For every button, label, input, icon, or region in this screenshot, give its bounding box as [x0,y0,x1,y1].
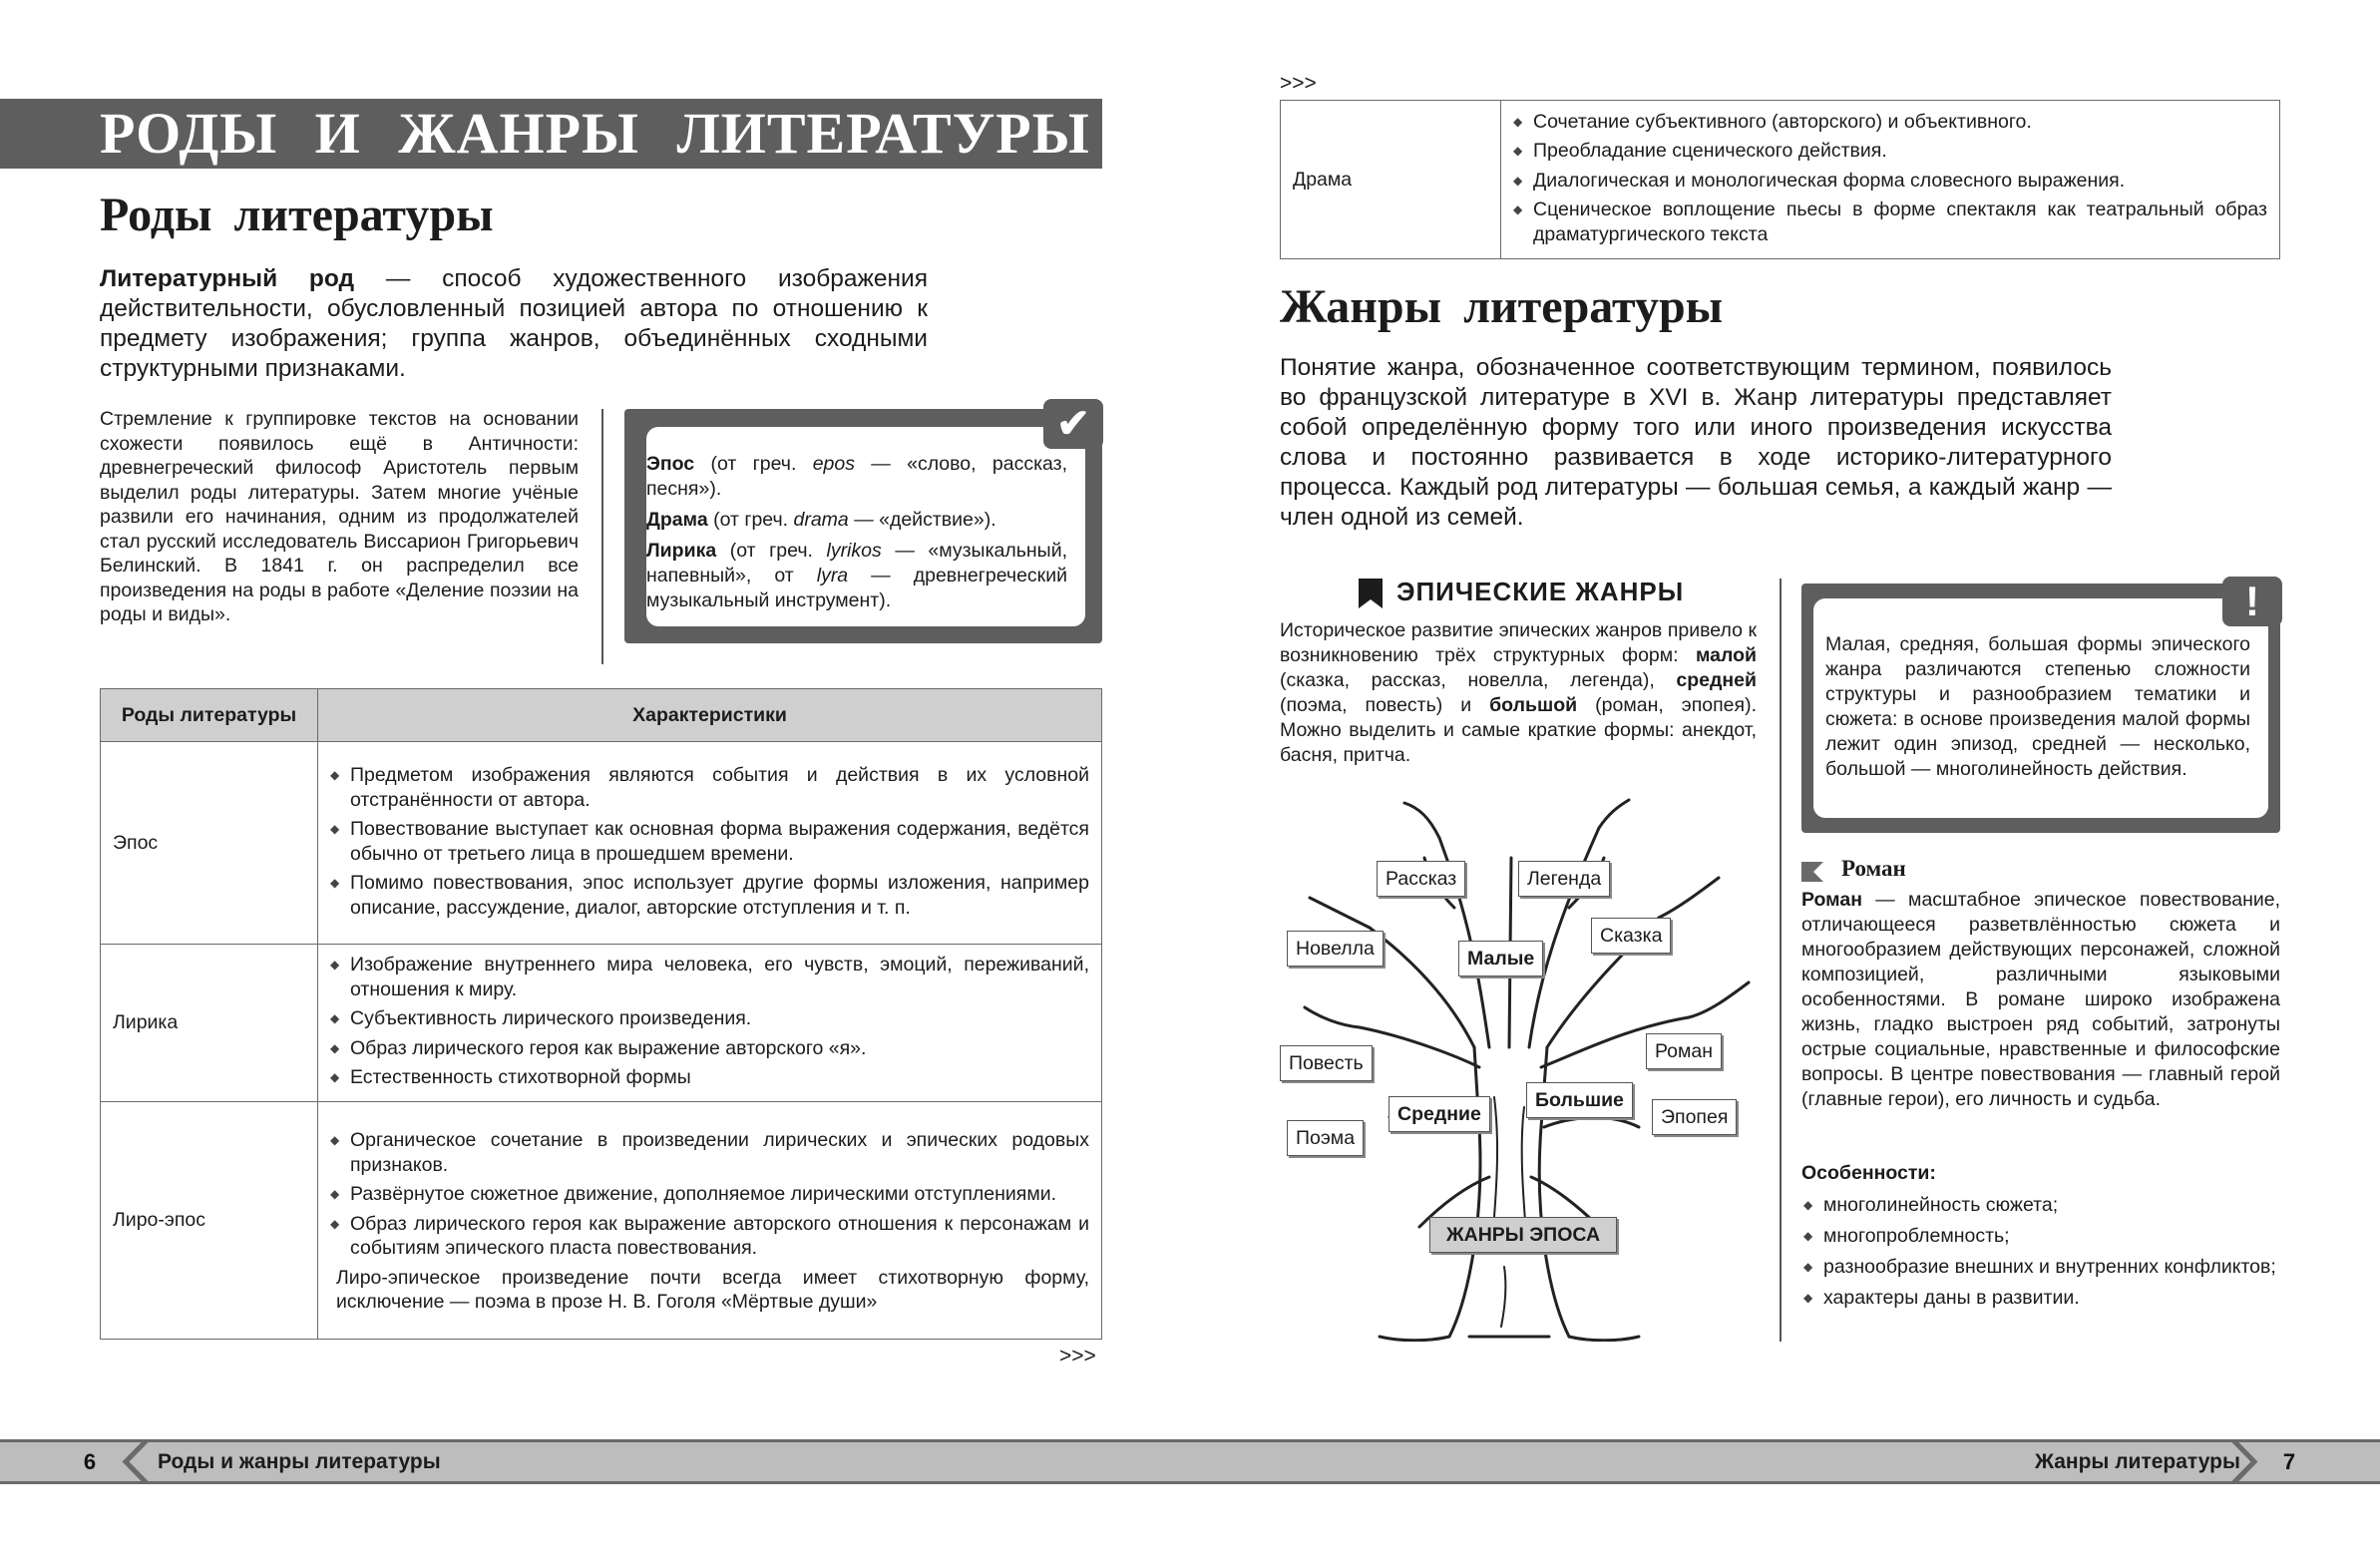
list-item: ◆ разнообразие внешних и внутренних конфликтов; [1801,1255,2280,1280]
tree-label-malye: Малые [1458,941,1543,976]
alert-callout-body: Малая, средняя, большая формы эпического жанра различаются степенью сложности структуры и разнообразием тематики и сюжета: в основе произведения малой формы лежит один эпизод, средней — несколько, большой — многолинейность действия. [1813,598,2268,818]
row-label: Лирика [101,945,318,1102]
list-item: ◆ характеры даны в развитии. [1801,1286,2280,1311]
section-heading-zhanry: Жанры литературы [1280,280,1724,333]
definition-text: — способ художественного изображения действительности, обусловленный позицией автора по отношению к предмету изображения; группа жанров, объединённых сходными структурными признаками. [100,265,928,382]
tree-label-skazka: Сказка [1591,918,1671,954]
chevron-left-icon [118,1439,150,1484]
intro-paragraph: Понятие жанра, обозначенное соответствующим термином, появилось во французской литературе в XVI в. Жанр литературы представляет собой определённую форму того или иного произведения искусства слова и постоянно развивается в ходе историко-литературного процесса. Каждый род литературы — большая семья, а каждый жанр — член одной из семей. [1280,354,2112,531]
section-heading-rody: Роды литературы [100,189,494,241]
row-label: Эпос [101,742,318,945]
tree-base-label: ЖАНРЫ ЭПОСА [1429,1217,1617,1253]
callout-epos: Эпос (от греч. epos — «слово, рассказ, песня»). [646,453,1068,500]
tree-label-poema: Поэма [1287,1120,1364,1156]
chevron-right-icon [2230,1439,2262,1484]
continue-mark: >>> [1059,1345,1096,1367]
table-row-liroepos [101,1102,1102,1340]
page-number-right: 7 [2282,1449,2296,1474]
list-item: ◆ Субъективность лирического произведения. [326,1006,1089,1031]
list-item: ◆ Органическое сочетание в произведении лирических и эпических родовых признаков. [326,1128,1089,1177]
tree-label-bolshie: Большие [1526,1082,1633,1118]
list-item: ◆ Развёрнутое сюжетное движение, дополняемое лирическими отступлениями. [326,1182,1089,1207]
tree-label-legenda: Легенда [1518,861,1610,897]
list-item: ◆ Преобладание сценического действия. [1509,139,2267,164]
genres-table [100,688,1102,1340]
column-divider [601,409,603,664]
terms-callout-body [646,427,1085,626]
column-divider-right [1780,579,1782,1342]
list-item: ◆ Повествование выступает как основная форма выражения содержания, ведётся обычно от третьего лица в прошедшем времени. [326,817,1089,866]
chevron-icon [1801,862,1823,882]
row-label: Драма [1281,101,1501,259]
list-item: ◆ Образ лирического героя как выражение авторского отношения к персонажам и событиям эпического пласта повествования. [326,1212,1089,1261]
table-row-lirika [101,945,1102,1102]
table-header-rody: Роды литературы [101,689,318,742]
list-item: ◆ Изображение внутреннего мира человека, его чувств, эмоций, переживаний, отношения к миру. [326,953,1089,1001]
definition-paragraph [100,264,928,384]
roman-paragraph: Роман — масштабное эпическое повествование, отличающееся разветвлённостью сюжета и многообразием действующих персонажей, сложной композицией, различными языковыми особенностями. В романе широко изображена жизнь, гладко выстроен ряд событий, затронуты острые социальные, нравственные и философские вопросы. В центре повествования — главный герой (главные герои), его личность и судьба. [1801,889,2280,1110]
definition-term: Литературный род [100,265,355,292]
footer-title-right: Жанры литературы [2035,1450,2240,1473]
list-item: ◆ Предметом изображения являются события и действия в их условной отстранённости от автора. [326,763,1089,812]
main-banner: РОДЫ И ЖАНРЫ ЛИТЕРАТУРЫ [0,99,1102,169]
roman-heading: Роман [1841,856,1906,881]
tree-label-srednie: Средние [1388,1096,1490,1132]
continued-mark: >>> [1280,72,1317,95]
list-item: ◆ многопроблемность; [1801,1224,2280,1249]
bookmark-icon [1359,579,1383,608]
table-row-drama [1281,101,2280,259]
table-header-characteristics: Характеристики [318,689,1102,742]
tree-label-roman: Роман [1646,1033,1722,1069]
list-item: ◆ Сочетание субъективного (авторского) и объективного. [1509,110,2267,135]
list-item: ◆ Естественность стихотворной формы [326,1065,1089,1090]
tree-label-povest: Повесть [1280,1045,1373,1081]
list-item: ◆ Помимо повествования, эпос использует другие формы изложения, например описание, рассуждение, диалог, авторские отступления и т. п. [326,871,1089,920]
table-row-epos [101,742,1102,945]
check-icon: ✔ [1043,399,1103,449]
table-note: Лиро-эпическое произведение почти всегда имеет стихотворную форму, исключение — поэма в прозе Н. В. Гоголя «Мёртвые души» [336,1266,1089,1314]
list-item: ◆ многолинейность сюжета; [1801,1193,2280,1218]
drama-table [1280,100,2280,259]
footer-title-left: Роды и жанры литературы [158,1450,441,1473]
callout-lyric: Лирика (от греч. lyrikos — «музыкальный, напевный», от lyra — древнегреческий музыкальный инструмент). [646,540,1068,611]
history-paragraph: Стремление к группировке текстов на основании схожести появилось ещё в Античности: древнегреческий философ Аристотель первым выделил роды литературы. Затем многие учёные развили его начинания, одним из продолжателей стал русский исследователь Виссарион Григорьевич Белинский. В 1841 г. он распределил все произведения на роды в работе «Деление поэзии на роды и виды». [100,408,579,625]
tree-label-rasskaz: Рассказ [1377,861,1465,897]
page-number-left: 6 [83,1449,97,1474]
list-item: ◆ Диалогическая и монологическая форма словесного выражения. [1509,169,2267,194]
row-label: Лиро-эпос [101,1102,318,1340]
list-item: ◆ Образ лирического героя как выражение авторского «я». [326,1036,1089,1061]
tree-label-epopeya: Эпопея [1652,1099,1737,1135]
features-list [1801,1193,2280,1317]
features-heading: Особенности: [1801,1162,1936,1184]
tree-label-novella: Новелла [1287,931,1384,967]
exclamation-icon: ! [2222,577,2282,626]
epic-paragraph: Историческое развитие эпических жанров привело к возникновению трёх структурных форм: малой (сказка, рассказ, новелла, легенда), средней (поэма, повесть) и большой (роман, эпопея). Можно выделить и самые краткие формы: анекдот, басня, притча. [1280,619,1757,766]
list-item: ◆ Сценическое воплощение пьесы в форме спектакля как театральный образ драматургического текста [1509,197,2267,246]
epic-genres-heading: ЭПИЧЕСКИЕ ЖАНРЫ [1396,577,1685,606]
callout-drama: Драма (от греч. drama — «действие»). [646,509,996,531]
